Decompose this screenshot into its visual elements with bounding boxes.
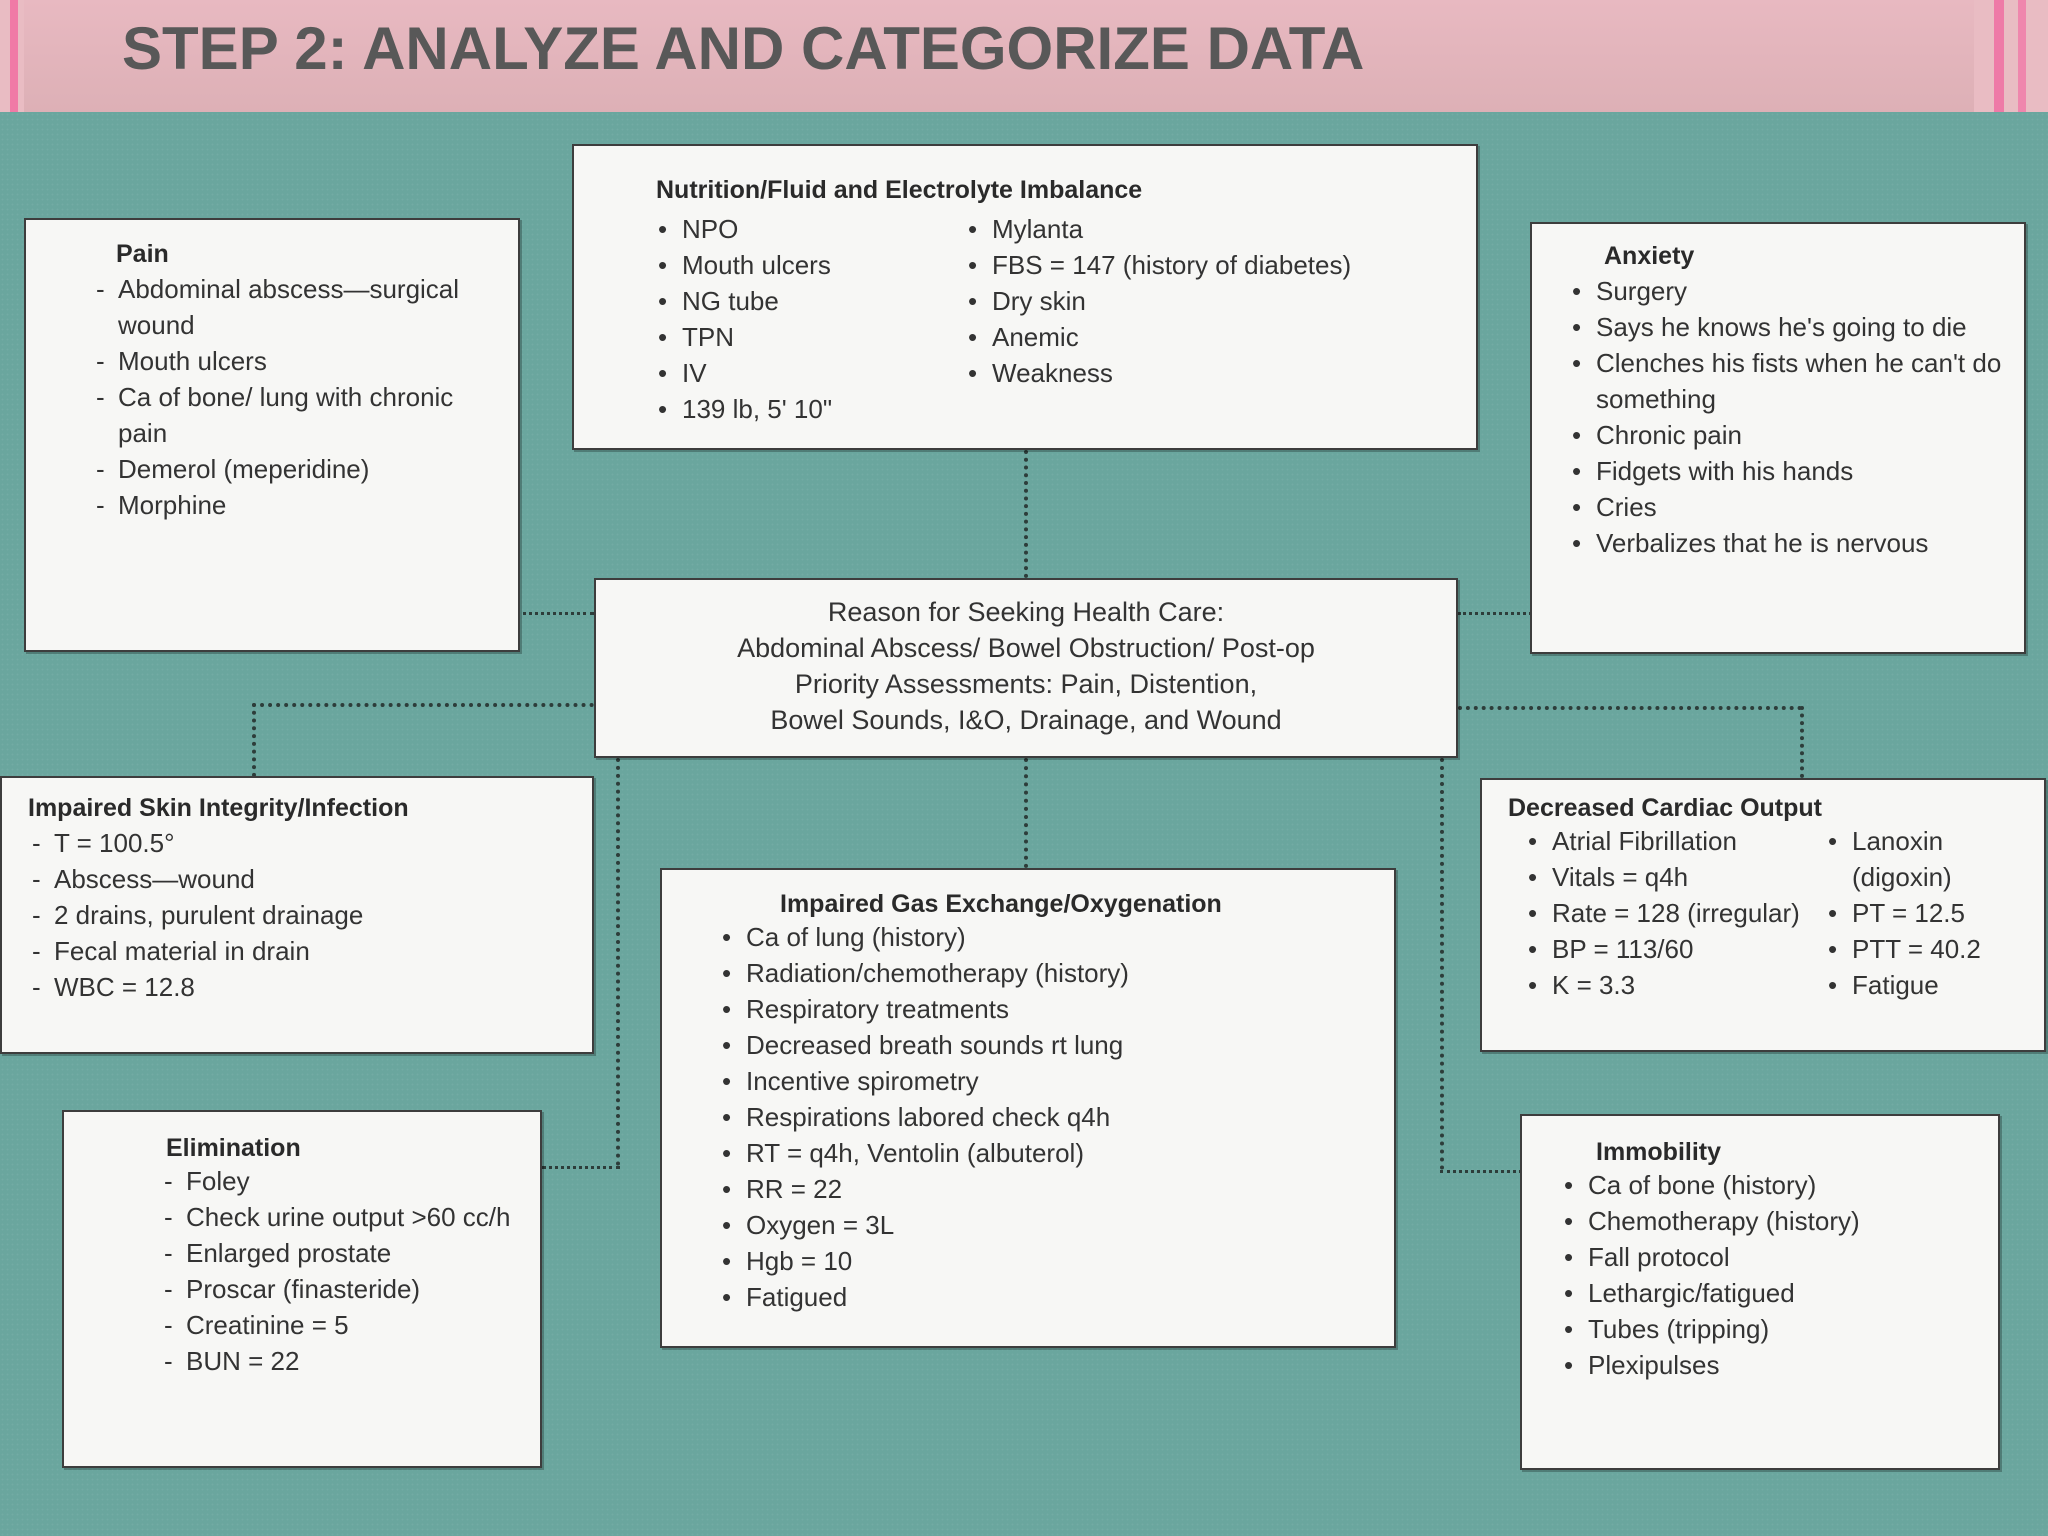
connector-line [1024, 758, 1028, 868]
list-item: • IV [656, 355, 966, 391]
pain-heading: Pain [116, 240, 169, 268]
list-item: • Respirations labored check q4h [720, 1099, 1384, 1135]
nutrition-box [572, 144, 1478, 450]
list-item: • FBS = 147 (history of diabetes) [966, 247, 1476, 283]
page-title: STEP 2: ANALYZE AND CATEGORIZE DATA [122, 15, 1365, 82]
gas-list [720, 919, 1384, 1315]
cardiac-output-box [1480, 778, 2046, 1052]
list-item: - Abdominal abscess—surgical wound [92, 271, 498, 343]
list-item: - Enlarged prostate [160, 1235, 530, 1271]
list-item: • Anemic [966, 319, 1476, 355]
list-item: - WBC = 12.8 [28, 969, 582, 1005]
list-item: • Weakness [966, 355, 1476, 391]
list-item: • Mouth ulcers [656, 247, 966, 283]
list-item: • Vitals = q4h [1526, 859, 1826, 895]
list-item: • Surgery [1570, 273, 2008, 309]
list-item: - Demerol (meperidine) [92, 451, 498, 487]
pain-box [24, 218, 520, 652]
list-item: - 2 drains, purulent drainage [28, 897, 582, 933]
list-item: - Check urine output >60 cc/h [160, 1199, 530, 1235]
list-item: • Rate = 128 (irregular) [1526, 895, 1826, 931]
list-item: • Atrial Fibrillation [1526, 823, 1826, 859]
elimination-list [160, 1163, 530, 1379]
cardiac-heading: Decreased Cardiac Output [1508, 794, 1822, 822]
list-item: • Hgb = 10 [720, 1243, 1384, 1279]
list-item: • Radiation/chemotherapy (history) [720, 955, 1384, 991]
list-item: - Ca of bone/ lung with chronic pain [92, 379, 498, 451]
list-item: • Dry skin [966, 283, 1476, 319]
skin-integrity-box [0, 776, 594, 1054]
list-item: • Verbalizes that he is nervous [1570, 525, 2008, 561]
cardiac-list [1826, 823, 2036, 1003]
list-item: - Mouth ulcers [92, 343, 498, 379]
list-item: • Clenches his fists when he can't do something [1570, 345, 2008, 417]
center-line: Abdominal Abscess/ Bowel Obstruction/ Post-op [737, 633, 1315, 663]
header-accent-stripe [10, 0, 18, 112]
pain-list [92, 271, 498, 523]
immobility-box [1520, 1114, 2000, 1470]
cardiac-list [1526, 823, 1826, 1003]
list-item: - Morphine [92, 487, 498, 523]
list-item: • Ca of bone (history) [1562, 1167, 1988, 1203]
list-item: • Incentive spirometry [720, 1063, 1384, 1099]
skin-list [28, 825, 582, 1005]
gas-heading: Impaired Gas Exchange/Oxygenation [780, 890, 1222, 918]
connector-line [1440, 1170, 1522, 1173]
list-item: • PTT = 40.2 [1826, 931, 2036, 967]
anxiety-box [1530, 222, 2026, 654]
immobility-list [1562, 1167, 1988, 1383]
list-item: • RT = q4h, Ventolin (albuterol) [720, 1135, 1384, 1171]
skin-heading: Impaired Skin Integrity/Infection [28, 794, 409, 822]
list-item: • Ca of lung (history) [720, 919, 1384, 955]
nutrition-columns [656, 205, 1476, 427]
list-item: • Cries [1570, 489, 2008, 525]
list-item: • Plexipulses [1562, 1347, 1988, 1383]
list-item: - Fecal material in drain [28, 933, 582, 969]
connector-line [542, 1166, 620, 1169]
list-item: - T = 100.5° [28, 825, 582, 861]
list-item: • Fatigued [720, 1279, 1384, 1315]
list-item: • BP = 113/60 [1526, 931, 1826, 967]
list-item: • Fall protocol [1562, 1239, 1988, 1275]
list-item: • NG tube [656, 283, 966, 319]
center-reason-box [594, 578, 1458, 758]
list-item: • Fatigue [1826, 967, 2036, 1003]
list-item: • Lanoxin (digoxin) [1826, 823, 2036, 895]
center-line: Bowel Sounds, I&O, Drainage, and Wound [770, 705, 1282, 735]
list-item: - Proscar (finasteride) [160, 1271, 530, 1307]
connector-line [1458, 706, 1802, 710]
list-item: • Tubes (tripping) [1562, 1311, 1988, 1347]
list-item: • Oxygen = 3L [720, 1207, 1384, 1243]
connector-line [1024, 450, 1028, 578]
anxiety-heading: Anxiety [1604, 242, 1695, 270]
connector-line [1440, 758, 1444, 1170]
anxiety-list [1570, 273, 2008, 561]
list-item: • NPO [656, 211, 966, 247]
gas-exchange-box [660, 868, 1396, 1348]
list-item: • Mylanta [966, 211, 1476, 247]
list-item: - BUN = 22 [160, 1343, 530, 1379]
list-item: - Creatinine = 5 [160, 1307, 530, 1343]
nutrition-heading: Nutrition/Fluid and Electrolyte Imbalance [656, 176, 1143, 204]
list-item: • PT = 12.5 [1826, 895, 2036, 931]
center-line: Priority Assessments: Pain, Distention, [794, 669, 1258, 699]
list-item: - Foley [160, 1163, 530, 1199]
elimination-heading: Elimination [166, 1134, 301, 1162]
connector-line [516, 612, 594, 615]
connector-line [616, 758, 620, 1166]
list-item: • RR = 22 [720, 1171, 1384, 1207]
list-item: • Chronic pain [1570, 417, 2008, 453]
connector-line [1458, 612, 1532, 615]
connector-line [1800, 706, 1804, 778]
list-item: • 139 lb, 5' 10" [656, 391, 966, 427]
list-item: • Chemotherapy (history) [1562, 1203, 1988, 1239]
list-item: • Says he knows he's going to die [1570, 309, 2008, 345]
list-item: • Decreased breath sounds rt lung [720, 1027, 1384, 1063]
elimination-box [62, 1110, 542, 1468]
header-accent-stripe [2018, 0, 2026, 112]
nutrition-list [966, 211, 1476, 427]
list-item: - Abscess—wound [28, 861, 582, 897]
center-line: Reason for Seeking Health Care: [827, 597, 1225, 627]
header-accent-stripe [1994, 0, 2004, 112]
list-item: • Respiratory treatments [720, 991, 1384, 1027]
connector-line [252, 703, 256, 777]
immobility-heading: Immobility [1596, 1138, 1722, 1166]
list-item: • Fidgets with his hands [1570, 453, 2008, 489]
list-item: • TPN [656, 319, 966, 355]
nutrition-list [656, 211, 966, 427]
slide-header [0, 0, 2048, 112]
cardiac-columns [1526, 823, 2036, 1003]
connector-line [252, 703, 594, 707]
list-item: • Lethargic/fatigued [1562, 1275, 1988, 1311]
list-item: • K = 3.3 [1526, 967, 1826, 1003]
